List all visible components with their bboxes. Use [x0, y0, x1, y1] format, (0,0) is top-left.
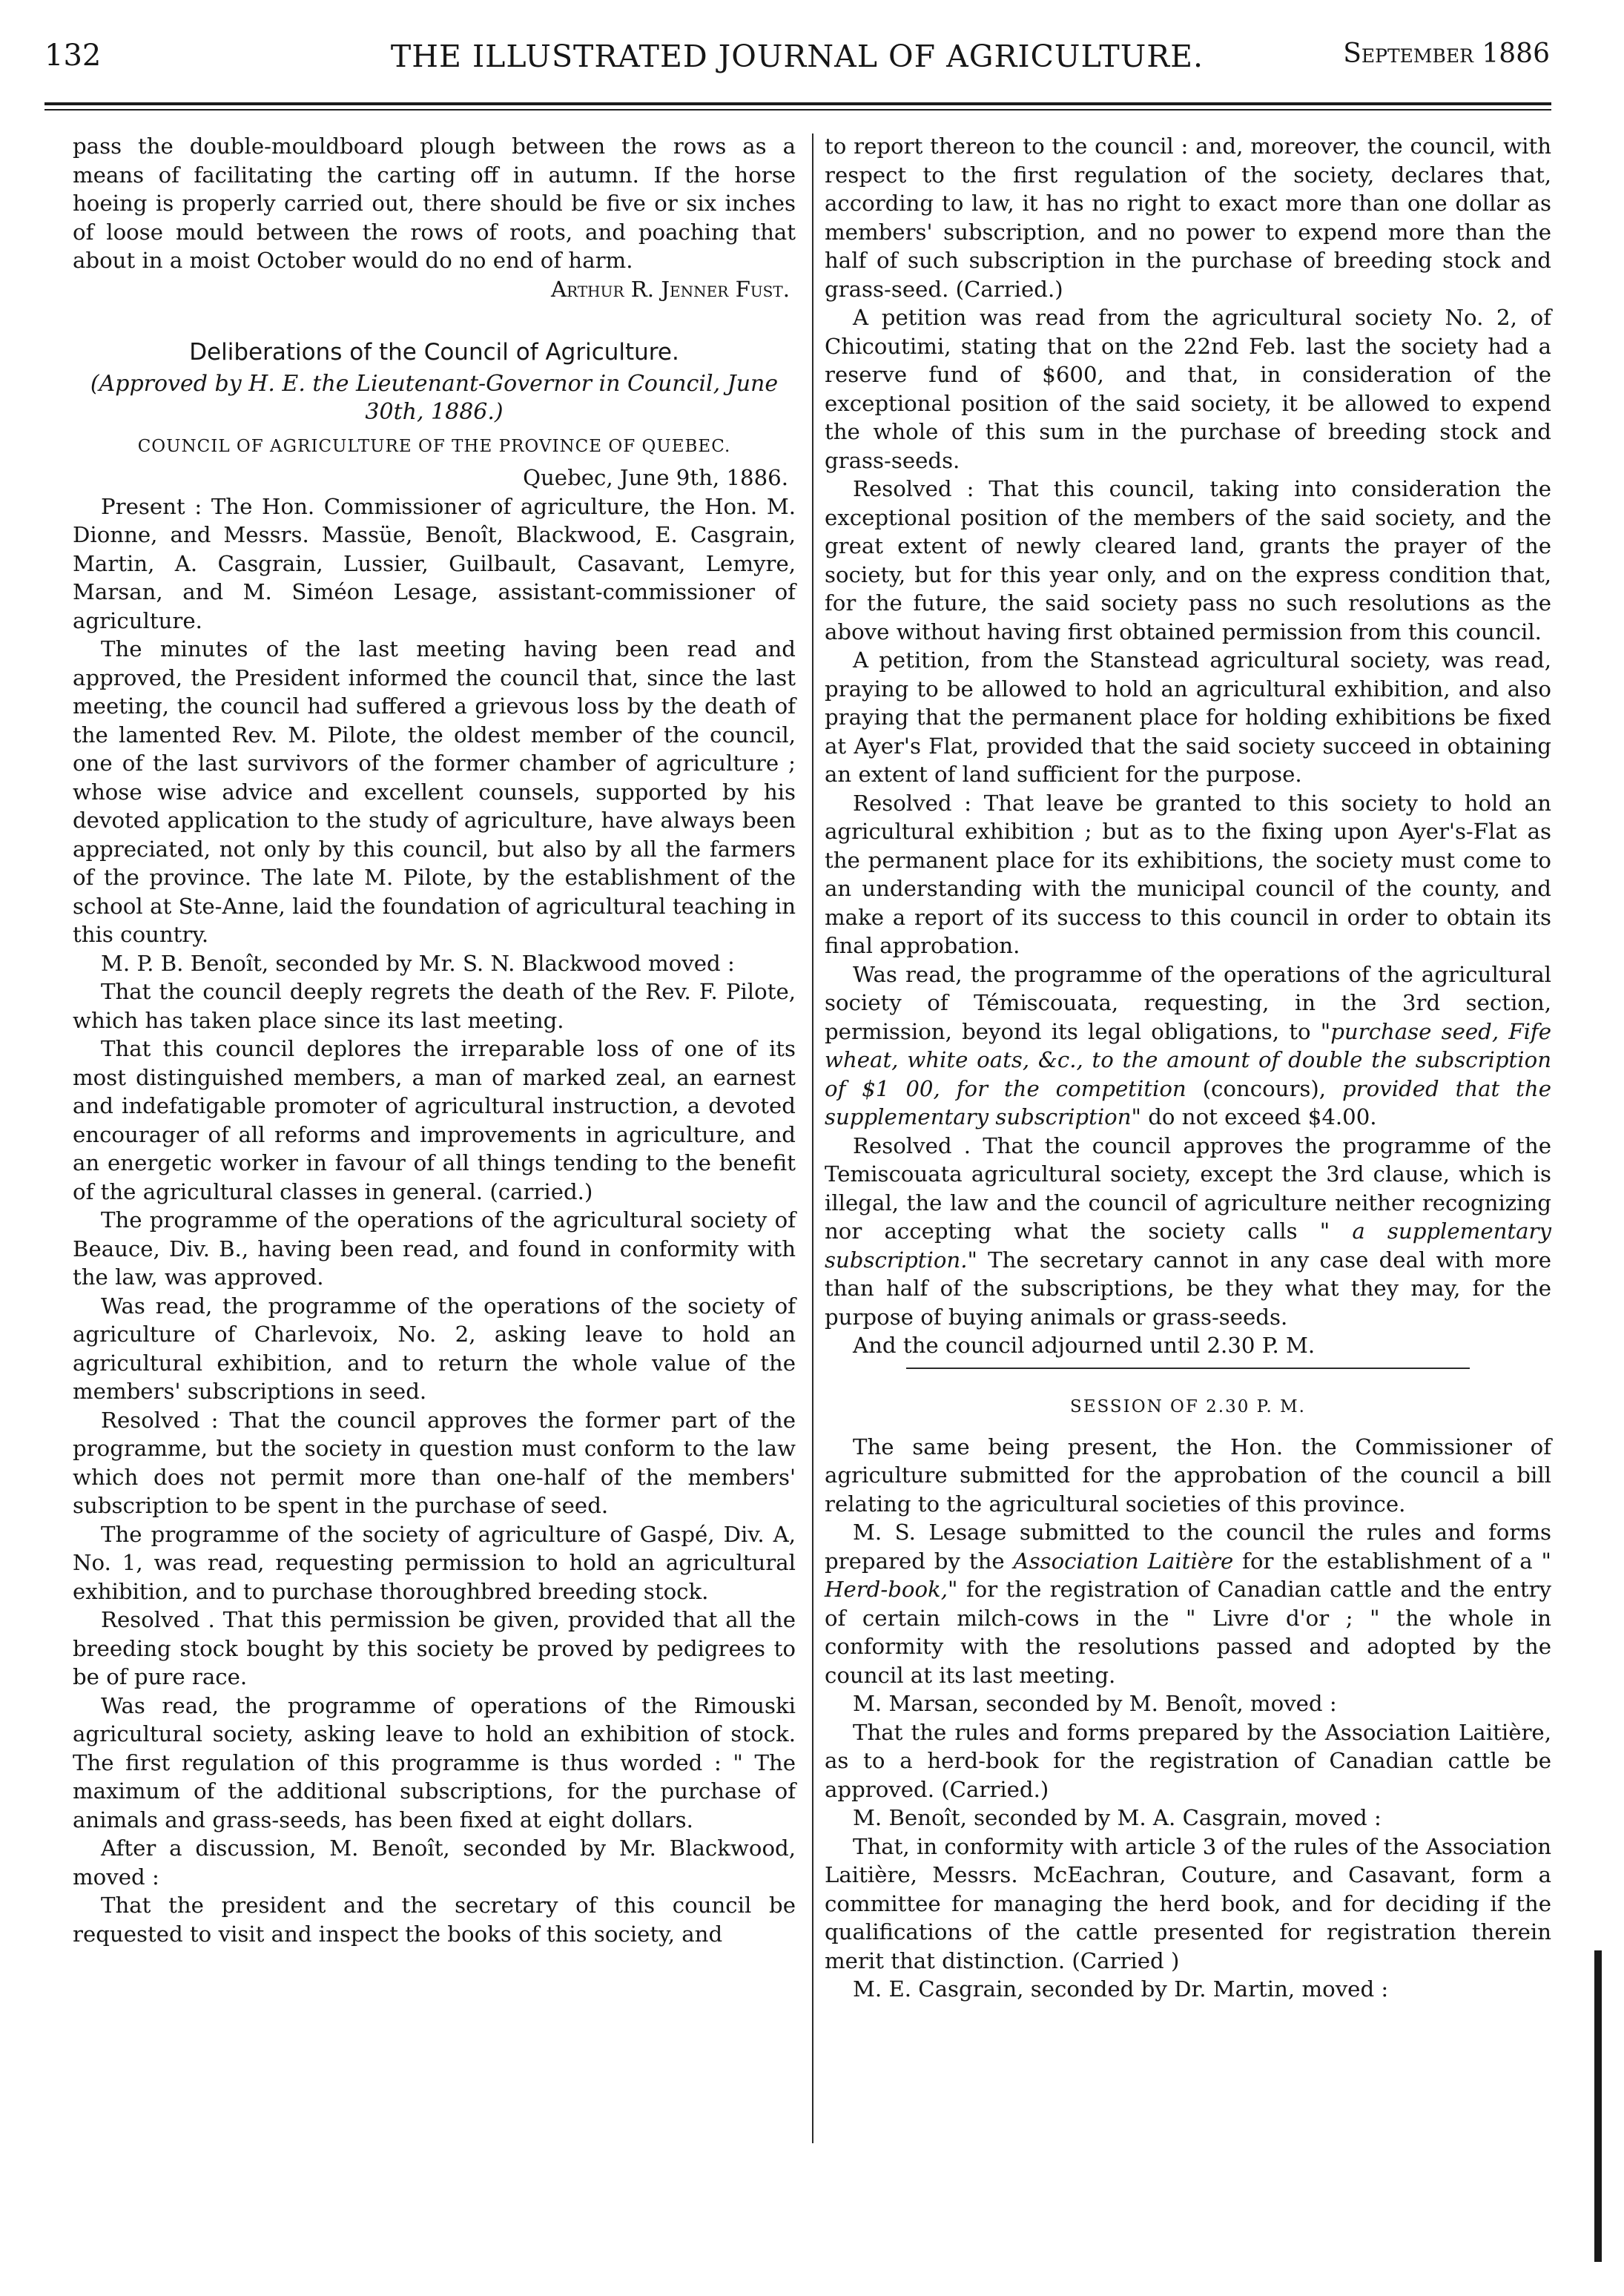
paragraph: A petition was read from the agricultural society No. 2, of Chicoutimi, stating that on the 22nd Feb. last the society had a reserve fund of $600, and that, in consideration of the exceptional position of the said society, it be allowed to expend the whole of this sum in the purchase of breeding stock and grass-seeds. — [825, 305, 1551, 473]
paragraph — [825, 1132, 1551, 1332]
section-title: Deliberations of the Council of Agriculture. — [189, 339, 679, 366]
paragraph: M. P. B. Benoît, seconded by Mr. S. N. Blackwood moved : — [101, 950, 735, 976]
right-column — [825, 132, 1551, 2004]
paragraph: Resolved . That this permission be given, provided that all the breeding stock bought by this society be proved by pedigrees to be of pure race. — [73, 1607, 796, 1689]
header-rule-thick — [44, 102, 1551, 105]
text-run: Resolved . That the council approves the programme of the Temiscouata agricultural society, except the 3rd clause, which is illegal, the law and the council of agriculture neither recognizing nor accepting what the society calls " — [825, 1132, 1551, 1244]
paragraph: pass the double-mouldboard plough between the rows as a means of facilitating the carting off in autumn. If the horse hoeing is properly carried out, there should be five or six inches of loose mould between the rows of roots, and poaching that about in a moist October would do no end of harm. — [73, 133, 796, 273]
paragraph: M. E. Casgrain, seconded by Dr. Martin, moved : — [853, 1976, 1389, 2002]
italic-quote: a supplementary subscription. — [825, 1218, 1551, 1273]
paragraph: And the council adjourned until 2.30 P. M. — [853, 1333, 1316, 1358]
header-rule-thin — [44, 109, 1551, 110]
paragraph: A petition, from the Stanstead agricultural society, was read, praying to be allowed to hold an agricultural exhibition, and also praying that the permanent place for holding exhibitions be fixed at Ayer's Flat, provided that the said society succeed in obtaining an extent of land sufficient for the purpose. — [825, 647, 1551, 787]
issue-date: September 1886 — [1343, 39, 1550, 69]
paragraph: Present : The Hon. Commissioner of agriculture, the Hon. M. Dionne, and Messrs. Massüe, Benoît, Blackwood, E. Casgrain, Martin, A. Casgrain, Lussier, Guilbault, Casavant, Lemyre, Marsan, and M. Siméon Lesage, assistant-commissioner of agriculture. — [73, 493, 796, 633]
paragraph: The same being present, the Hon. the Commissioner of agriculture submitted for the approbation of the council a bill relating to the agricultural societies of this province. — [825, 1434, 1551, 1517]
paragraph: Resolved : That leave be granted to this society to hold an agricultural exhibition ; but as to the fixing upon Ayer's-Flat as the permanent place for its exhibitions, the society must come to an understanding with the municipal council of the county, and make a report of its success to this council in order to obtain its final approbation. — [825, 790, 1551, 958]
italic-name: Herd-book, — [825, 1577, 948, 1602]
paragraph: Was read, the programme of operations of the Rimouski agricultural society, asking leave to hold an exhibition of stock. The first regulation of this programme is thus worded : " The maximum of the additional subscriptions, for the purchase of animals and grass-seeds, has been fixed at eight dollars. — [73, 1692, 796, 1832]
page-header — [44, 39, 1550, 83]
paragraph: The programme of the operations of the agricultural society of Beauce, Div. B., having been read, and found in conformity with the law, was approved. — [73, 1207, 796, 1290]
paragraph — [825, 1518, 1551, 1689]
text-run: " for the registration of Canadian cattle and the entry of certain milch-cows in the " Livre d'or ; " the whole in conformity with the resolutions passed and adopted by the council at its last meeting. — [825, 1577, 1551, 1688]
paragraph: The programme of the society of agriculture of Gaspé, Div. A, No. 1, was read, requesting permission to hold an agricultural exhibition, and to purchase thoroughbred breeding stock. — [73, 1521, 796, 1604]
session-title: SESSION OF 2.30 P. M. — [1070, 1396, 1306, 1416]
paragraph: Resolved : That the council approves the former part of the programme, but the society in question must conform to the law which does not permit more than one-half of the members' subscription to be spent in the purchase of seed. — [73, 1407, 796, 1518]
page-number: 132 — [44, 39, 102, 73]
paragraph: That the rules and forms prepared by the Association Laitière, as to a herd-book for the registration of Canadian cattle be approved. (Carried.) — [825, 1719, 1551, 1802]
paragraph: After a discussion, M. Benoît, seconded by Mr. Blackwood, moved : — [73, 1835, 796, 1890]
paragraph: That, in conformity with article 3 of the rules of the Association Laitière, Messrs. McEachran, Couture, and Casavant, form a committee for managing the herd book, and for deciding if the qualifications of the cattle presented for registration therein merit that distinction. (Carried ) — [825, 1833, 1551, 1973]
text-run: for the establishment of a " — [1233, 1548, 1551, 1574]
section-body-name: COUNCIL OF AGRICULTURE OF THE PROVINCE OF QUEBEC. — [137, 437, 731, 456]
left-column — [73, 132, 796, 1948]
text-run: (concours), — [1186, 1075, 1342, 1101]
paragraph: Was read, the programme of the operations of the society of agriculture of Charlevoix, No. 2, asking leave to hold an agricultural exhibition, and to return the whole value of the members' subscriptions in seed. — [73, 1293, 796, 1404]
italic-quote: provided that the supplementary subscription — [825, 1075, 1551, 1129]
page-edge-shadow — [1594, 1950, 1602, 2262]
author-signature: Arthur R. Jenner Fust. — [551, 276, 790, 302]
paragraph: M. Marsan, seconded by M. Benoît, moved : — [853, 1691, 1337, 1716]
paragraph: Resolved : That this council, taking into consideration the exceptional position of the members of the said society, and the great extent of newly cleared land, grants the prayer of the society, but for this year only, and on the express condition that, for the future, the said society pass no such resolutions as the above without having first obtained permission from this council. — [825, 476, 1551, 644]
paragraph: That the council deeply regrets the death of the Rev. F. Pilote, which has taken place since its last meeting. — [73, 979, 796, 1033]
paragraph: The minutes of the last meeting having been read and approved, the President informed the council that, since the last meeting, the council had suffered a grievous loss by the death of the lamented Rev. M. Pilote, the oldest member of the council, one of the last survivors of the former chamber of agriculture ; whose wise advice and excellent counsels, supported by his devoted application to the study of agriculture, have always been appreciated, not only by this council, but also by all the farmers of the province. The late M. Pilote, by the establishment of the school at Ste-Anne, laid the foundation of agricultural teaching in this country. — [73, 636, 796, 947]
paragraph: That this council deplores the irreparable loss of one of its most distinguished members, a man of marked zeal, an earnest and indefatigable promoter of agricultural instruction, a devoted encourager of all reforms and improvements in agriculture, and an energetic worker in favour of all things tending to the benefit of the agricultural classes in general. (carried.) — [73, 1036, 796, 1204]
journal-title: THE ILLUSTRATED JOURNAL OF AGRICULTURE. — [390, 39, 1204, 74]
paragraph — [825, 960, 1551, 1132]
paragraph: to report thereon to the council : and, moreover, the council, with respect to the first regulation of the society, declares that, according to law, it has no right to exact more than one dollar as members' subscription, and no power to expend more than the half of such subscription in the purchase of breeding stock and grass-seed. (Carried.) — [825, 133, 1551, 302]
column-divider — [812, 133, 813, 2143]
text-run: " The secretary cannot in any case deal with more than half of the subscriptions, be they what they may, for the purpose of buying animals or grass-seeds. — [825, 1247, 1551, 1330]
text-run: " do not exceed $4.00. — [1131, 1104, 1377, 1129]
dateline: Quebec, June 9th, 1886. — [523, 465, 788, 490]
section-rule — [906, 1368, 1470, 1369]
paragraph: That the president and the secretary of this council be requested to visit and inspect the books of this society, and — [73, 1893, 796, 1947]
text-run: M. S. Lesage submitted to the council the rules and forms prepared by the — [825, 1520, 1551, 1574]
section-approval-note: (Approved by H. E. the Lieutenant-Governor in Council, June 30th, 1886.) — [90, 371, 779, 425]
italic-name: Association Laitière — [1013, 1548, 1234, 1574]
text-run: Was read, the programme of the operations of the agricultural society of Témiscouata, requesting, in the 3rd section, permission, beyond its legal obligations, to " — [825, 961, 1551, 1044]
paragraph: M. Benoît, seconded by M. A. Casgrain, moved : — [853, 1805, 1382, 1830]
italic-quote: purchase seed, Fife wheat, white oats, &c., to the amount of double the subscription of $1 00, for the competition — [825, 1018, 1552, 1101]
